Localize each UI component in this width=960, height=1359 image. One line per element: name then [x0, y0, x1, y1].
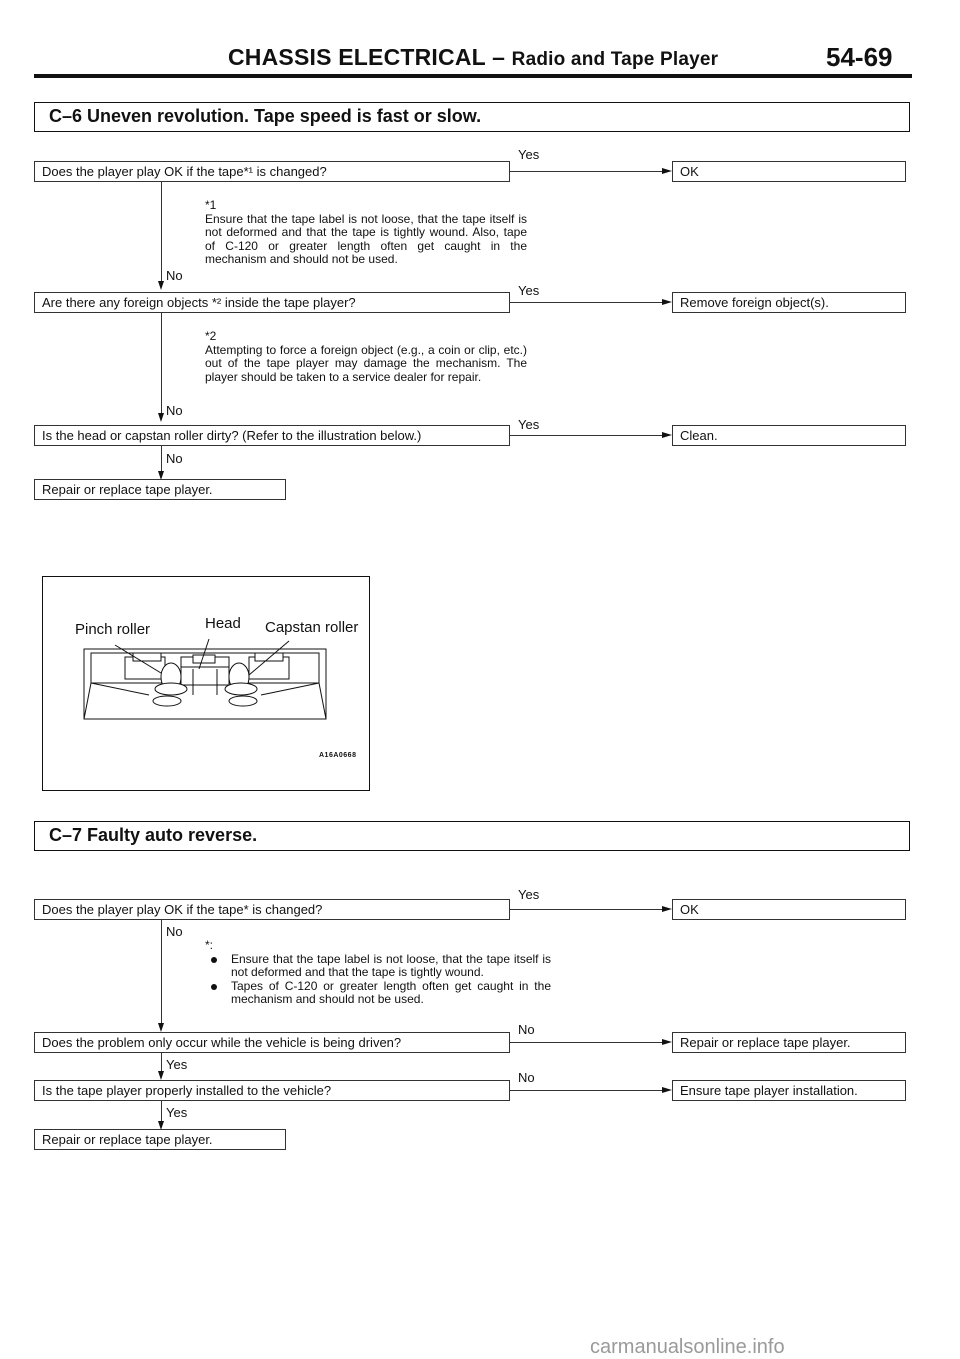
c6-q2-no-label: No [166, 403, 183, 418]
c7-q3-yes-connector [161, 1101, 162, 1122]
arrow-right-icon [662, 432, 672, 438]
c7-question-1: Does the player play OK if the tape* is changed? [34, 899, 510, 920]
note-bullet-2: Tapes of C-120 or greater length often get caught in the mechanism and should not be used. [205, 980, 551, 1007]
tape-mechanism-illustration [42, 576, 370, 791]
c6-q3-no-label: No [166, 451, 183, 466]
note-marker: *2 [205, 329, 217, 343]
c7-q1-no-label: No [166, 924, 183, 939]
c7-question-3: Is the tape player properly installed to the vehicle? [34, 1080, 510, 1101]
c6-q2-yes-connector [510, 302, 662, 303]
arrow-right-icon [662, 1087, 672, 1093]
c6-q3-yes-connector [510, 435, 662, 436]
c6-q3-result: Clean. [672, 425, 906, 446]
c7-q3-no-connector [510, 1090, 662, 1091]
c7-q1-yes-label: Yes [518, 887, 540, 902]
arrow-down-icon [158, 1071, 164, 1080]
arrow-down-icon [158, 1023, 164, 1032]
c6-note-1 [205, 199, 527, 267]
c7-q1-yes-connector [510, 909, 662, 910]
c7-q1-result-ok: OK [672, 899, 906, 920]
page-title-main: CHASSIS ELECTRICAL [228, 44, 486, 70]
arrow-down-icon [158, 413, 164, 422]
c7-q2-result: Repair or replace tape player. [672, 1032, 906, 1053]
c6-q2-yes-label: Yes [518, 283, 540, 298]
c6-q2-result: Remove foreign object(s). [672, 292, 906, 313]
arrow-right-icon [662, 906, 672, 912]
figure-code: A16A0668 [319, 752, 357, 759]
c6-note-2 [205, 330, 527, 384]
head-label: Head [205, 615, 241, 632]
c7-q1-no-connector [161, 920, 162, 1024]
section-heading-c7: C–7 Faulty auto reverse. [34, 821, 910, 851]
section-heading-c6: C–6 Uneven revolution. Tape speed is fast or slow. [34, 102, 910, 132]
arrow-right-icon [662, 299, 672, 305]
header-rule [34, 74, 912, 78]
pinch-roller-label: Pinch roller [75, 621, 151, 638]
arrow-down-icon [158, 281, 164, 290]
c6-q1-yes-connector [510, 171, 662, 172]
c6-question-1: Does the player play OK if the tape*¹ is changed? [34, 161, 510, 182]
arrow-right-icon [662, 1039, 672, 1045]
c6-question-2: Are there any foreign objects *² inside the tape player? [34, 292, 510, 313]
c6-q1-no-connector [161, 182, 162, 282]
c6-q3-no-connector [161, 446, 162, 472]
c7-q2-no-label: No [518, 1022, 535, 1037]
note-text: Attempting to force a foreign object (e.g., a coin or clip, etc.) out of the tape player may damage the mechanism. The player should be taken to a service dealer for repair. [205, 342, 527, 384]
c7-q3-yes-label: Yes [166, 1105, 188, 1120]
c6-q1-yes-label: Yes [518, 147, 540, 162]
note-bullet-1: Ensure that the tape label is not loose, that the tape itself is not deformed and that the tape is tightly wound. [205, 953, 551, 980]
c6-q3-yes-label: Yes [518, 417, 540, 432]
c7-note [205, 939, 551, 1007]
watermark: carmanualsonline.info [590, 1336, 785, 1358]
note-text: Ensure that the tape label is not loose, that the tape itself is not deformed and that the tape is tightly wound. Also, tape of C-120 or greater length often get caught in the mechanism and should not be used. [205, 211, 527, 266]
c7-question-2: Does the problem only occur while the vehicle is being driven? [34, 1032, 510, 1053]
c6-q1-result-ok: OK [672, 161, 906, 182]
page-title [228, 44, 718, 71]
title-separator: – [492, 44, 506, 70]
c7-q2-yes-connector [161, 1053, 162, 1072]
c6-question-3: Is the head or capstan roller dirty? (Refer to the illustration below.) [34, 425, 510, 446]
arrow-right-icon [662, 168, 672, 174]
c7-q3-result: Ensure tape player installation. [672, 1080, 906, 1101]
c7-q3-no-label: No [518, 1070, 535, 1085]
c6-q1-no-label: No [166, 268, 183, 283]
note-marker: *1 [205, 198, 217, 212]
c7-final-action: Repair or replace tape player. [34, 1129, 286, 1150]
c6-q2-no-connector [161, 313, 162, 415]
c7-q2-no-connector [510, 1042, 662, 1043]
page-subtitle: Radio and Tape Player [511, 49, 719, 70]
note-marker: *: [205, 938, 214, 952]
capstan-roller-label: Capstan roller [265, 619, 359, 636]
c7-q2-yes-label: Yes [166, 1057, 188, 1072]
c6-final-action: Repair or replace tape player. [34, 479, 286, 500]
page-number: 54-69 [826, 42, 893, 72]
